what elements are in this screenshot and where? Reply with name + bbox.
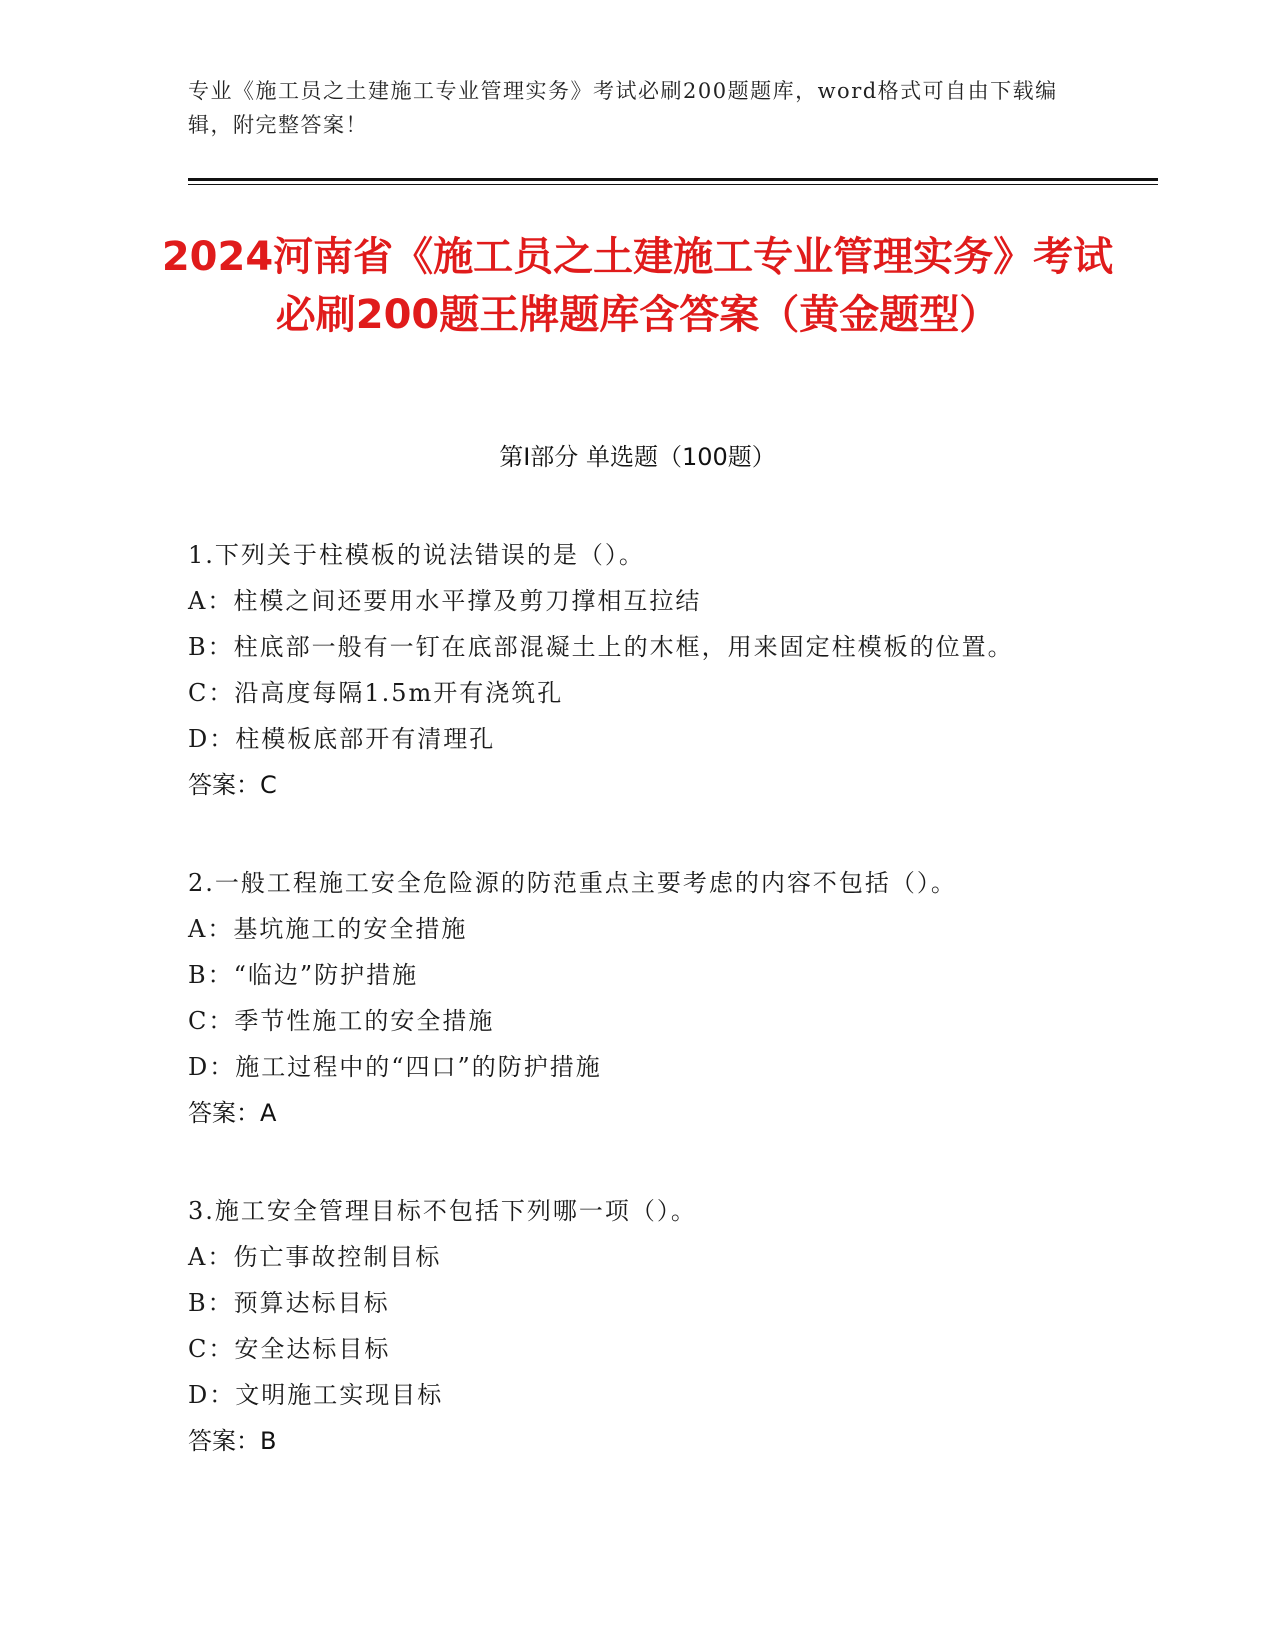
answer-line: 答案：C xyxy=(188,771,277,799)
question-stem: 1.下列关于柱模板的说法错误的是（）。 xyxy=(188,541,645,569)
option-b: B：柱底部一般有一钉在底部混凝土上的木框，用来固定柱模板的位置。 xyxy=(188,633,1014,661)
option-c: C：沿高度每隔1.5m开有浇筑孔 xyxy=(188,679,564,707)
document-title: 2024河南省《施工员之土建施工专业管理实务》考试必刷200题王牌题库含答案（黄金题型） xyxy=(161,234,1114,338)
option-c: C：季节性施工的安全措施 xyxy=(188,1007,495,1035)
option-a: A：基坑施工的安全措施 xyxy=(188,915,468,943)
question-1 xyxy=(188,532,1088,808)
option-d: D：柱模板底部开有清理孔 xyxy=(188,725,496,753)
option-d: D：文明施工实现目标 xyxy=(188,1381,444,1409)
header-rule-thick xyxy=(188,178,1158,181)
option-d: D：施工过程中的“四口”的防护措施 xyxy=(188,1053,602,1081)
option-c: C：安全达标目标 xyxy=(188,1335,391,1363)
answer-line: 答案：A xyxy=(188,1099,277,1127)
question-2 xyxy=(188,860,1088,1136)
option-b: B：“临边”防护措施 xyxy=(188,961,419,989)
section-heading: 第I部分 单选题（100题） xyxy=(499,443,776,471)
header-note: 专业《施工员之土建施工专业管理实务》考试必刷200题题库，word格式可自由下载编辑，附完整答案！ xyxy=(188,79,1058,137)
answer-line: 答案：B xyxy=(188,1427,277,1455)
option-a: A：伤亡事故控制目标 xyxy=(188,1243,442,1271)
question-list xyxy=(188,532,1088,1516)
question-stem: 3.施工安全管理目标不包括下列哪一项（）。 xyxy=(188,1197,697,1225)
header-rule-thin xyxy=(188,184,1158,185)
question-3 xyxy=(188,1188,1088,1464)
question-stem: 2.一般工程施工安全危险源的防范重点主要考虑的内容不包括（）。 xyxy=(188,869,957,897)
option-a: A：柱模之间还要用水平撑及剪刀撑相互拉结 xyxy=(188,587,702,615)
option-b: B：预算达标目标 xyxy=(188,1289,390,1317)
